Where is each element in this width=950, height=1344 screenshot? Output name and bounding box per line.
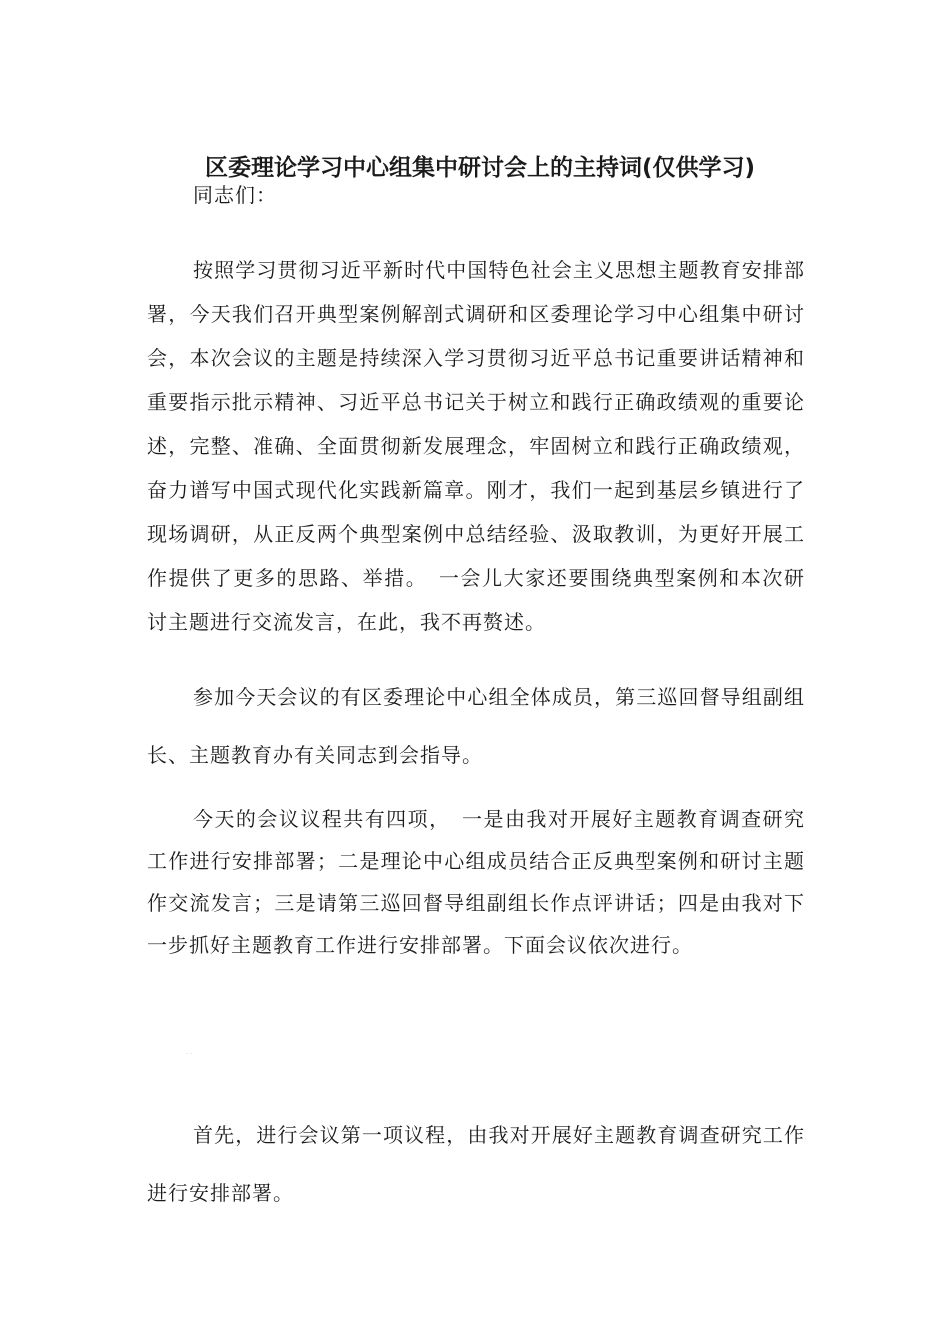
paragraph-3: 今天的会议议程共有四项， 一是由我对开展好主题教育调查研究工作进行安排部署；二是理论中心组成员结合正反典型案例和研讨主题作交流发言；三是请第三巡回督导组副组长作点评讲话；四是由我对下一步抓好主题教育工作进行安排部署。下面会议依次进行。 xyxy=(147,807,805,957)
scan-artifact: · · xyxy=(186,1052,192,1058)
document-title: 区委理论学习中心组集中研讨会上的主持词(仅供学习) xyxy=(204,155,756,181)
greeting: 同志们： xyxy=(193,183,277,207)
paragraph-1: 按照学习贯彻习近平新时代中国特色社会主义思想主题教育安排部署，今天我们召开典型案例解剖式调研和区委理论学习中心组集中研讨会，本次会议的主题是持续深入学习贯彻习近平总书记重要讲话精神和重要指示批示精神、习近平总书记关于树立和践行正确政绩观的重要论述，完整、准确、全面贯彻新发展理念，牢固树立和践行正确政绩观，奋力谱写中国式现代化实践新篇章。刚才，我们一起到基层乡镇进行了现场调研，从正反两个典型案例中总结经验、汲取教训，为更好开展工作提供了更多的思路、举措。 一会儿大家还要围绕典型案例和本次研讨主题进行交流发言，在此，我不再赘述。 xyxy=(147,258,805,634)
paragraph-2: 参加今天会议的有区委理论中心组全体成员，第三巡回督导组副组长、主题教育办有关同志到会指导。 xyxy=(147,685,805,767)
paragraph-4: 首先，进行会议第一项议程，由我对开展好主题教育调查研究工作进行安排部署。 xyxy=(147,1123,805,1205)
